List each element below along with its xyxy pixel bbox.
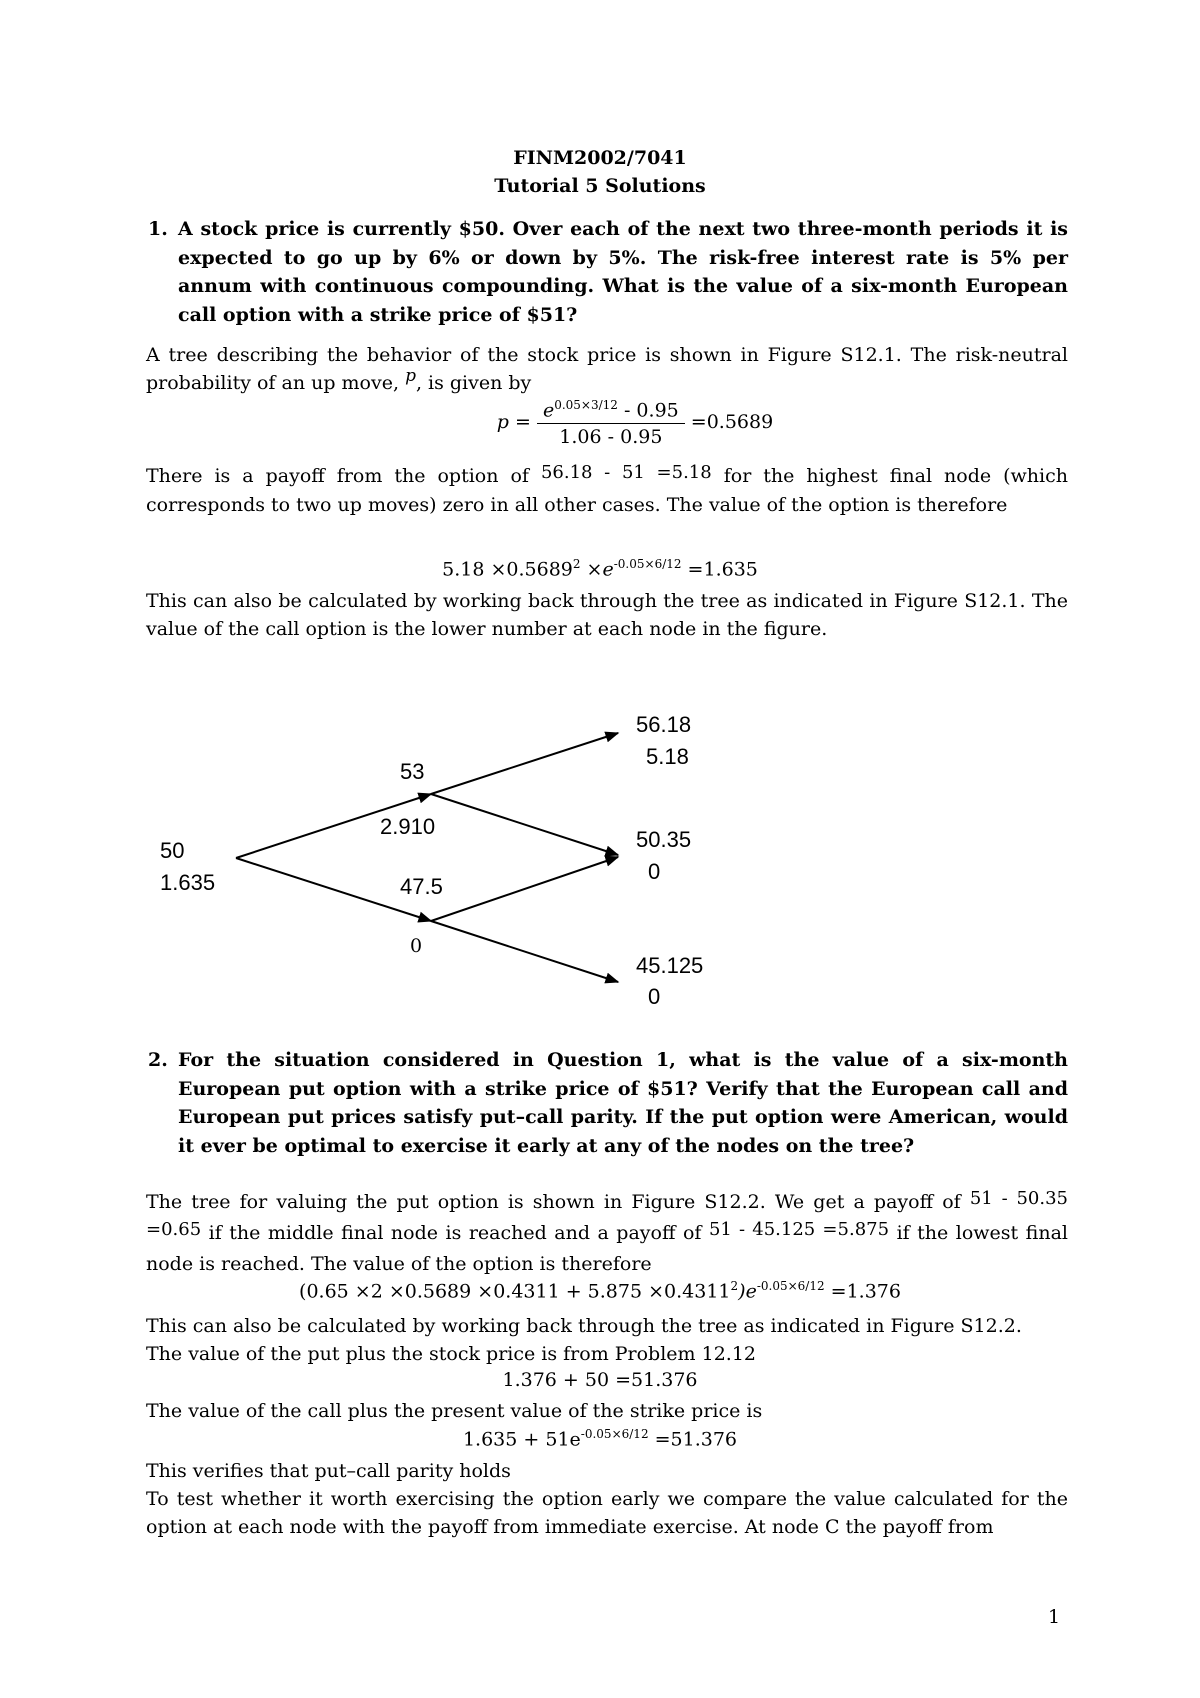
equation-put-value (0, 1279, 1200, 1302)
equation-call-plus-pv-strike (0, 1427, 1200, 1450)
document-title: Tutorial 5 Solutions (494, 175, 706, 197)
put-payoff-middle: 51 - 50.35 =0.65 (146, 1188, 1068, 1240)
branch-up-down (431, 794, 618, 855)
answer-2-paragraph-4: The value of the call plus the present value of the strike price is (146, 1400, 763, 1422)
page-number: 1 (1048, 1606, 1061, 1628)
node-uu-value: 5.18 (646, 744, 689, 769)
branch-down-up (431, 857, 618, 921)
branch-down-down (431, 921, 618, 982)
eq2-part-b: ×e (580, 558, 614, 581)
eq3-part-a: (0.65 ×2 ×0.5689 ×0.4311 + 5.875 ×0.4311 (299, 1280, 731, 1303)
answer-2-paragraph-1 (146, 1187, 1068, 1279)
eq5-exponent: -0.05×6/12 (580, 1427, 649, 1441)
answer-2-paragraph-3: The value of the put plus the stock price is from Problem 12.12 (146, 1343, 756, 1365)
eq1-denominator: 1.06 - 0.95 (559, 426, 663, 449)
put-text-a: The tree for valuing the put option is shown in Figure S12.2. We get a payoff of (146, 1191, 961, 1213)
eq2-result: =1.635 (681, 558, 758, 581)
node-dd-price: 45.125 (636, 953, 704, 978)
eq1-numerator-exponent: 0.05×3/12 (554, 398, 618, 412)
eq3-square: 2 (730, 1279, 739, 1293)
answer-1-text-b: , is given by (415, 372, 532, 394)
equation-put-plus-stock: 1.376 + 50 =51.376 (502, 1369, 698, 1391)
answer-2-paragraph-5: This verifies that put–call parity holds (146, 1460, 511, 1482)
eq2-square: 2 (572, 557, 581, 571)
node-ud-value: 0 (648, 859, 661, 884)
answer-2-paragraph-2: This can also be calculated by working back through the tree as indicated in Figure S12.2. (146, 1315, 1022, 1337)
payoff-text-b: for the highest final node (which corresponds to two up moves) zero in all other cases. The value of the option is therefore (146, 465, 1068, 516)
put-text-c: if the lowest final node is reached. The value of the option is therefore (146, 1222, 1068, 1275)
eq5-result: =51.376 (648, 1428, 738, 1451)
eq2-part-a: 5.18 ×0.5689 (442, 558, 573, 581)
answer-1-text-a: A tree describing the behavior of the stock price is shown in Figure S12.1. The risk-neutral probability of an up move, (146, 344, 1068, 394)
node-root-price: 50 (160, 838, 185, 863)
node-dd-value: 0 (648, 984, 661, 1009)
put-payoff-lowest: 51 - 45.125 =5.875 (708, 1219, 890, 1240)
eq1-numerator-rest: - 0.95 (617, 399, 679, 422)
question-1-number: 1. (148, 218, 168, 240)
eq3-exponent: -0.05×6/12 (756, 1279, 825, 1293)
answer-2-paragraph-6: To test whether it worth exercising the option early we compare the value calculated for the option at each node with the payoff from immediate exercise. At node C the payoff from (146, 1488, 1068, 1538)
question-2-text: For the situation considered in Question 1, what is the value of a six-month European put option with a strike price of $51? Verify that the European call and European put prices satisfy put–call parity. If the put option were American, would it ever be optimal to exercise it early at any of the nodes on the tree? (178, 1049, 1068, 1157)
payoff-equation: 56.18 - 51 =5.18 (540, 462, 712, 483)
node-up-price: 53 (400, 759, 425, 784)
payoff-text-a: There is a payoff from the option of (146, 465, 529, 487)
branch-up-up (431, 733, 618, 794)
question-1-text: A stock price is currently $50. Over each of the next two three-month periods it is expected to go up by 6% or down by 5%. The risk-free interest rate is 5% per annum with continuous compounding. What is the value of a six-month European call option with a strike price of $51? (178, 218, 1068, 326)
eq3-result: =1.376 (824, 1280, 901, 1303)
eq1-result: =0.5689 (690, 411, 774, 434)
question-2-number: 2. (148, 1049, 168, 1071)
put-text-b: if the middle final node is reached and a payoff of (208, 1222, 702, 1244)
eq2-exponent: -0.05×6/12 (613, 557, 682, 571)
node-up-value: 2.910 (380, 814, 436, 839)
node-down-value: 0 (410, 935, 423, 957)
eq1-numerator-base: e (542, 399, 555, 422)
eq1-lhs: p = (496, 411, 531, 434)
course-code: FINM2002/7041 (513, 147, 687, 169)
node-root-value: 1.635 (160, 870, 216, 895)
eq3-part-b: )e (738, 1280, 757, 1303)
node-uu-price: 56.18 (636, 712, 692, 737)
eq5-part-a: 1.635 + 51e (462, 1428, 581, 1451)
node-ud-price: 50.35 (636, 827, 692, 852)
answer-1-paragraph-3: This can also be calculated by working back through the tree as indicated in Figure S12.1. The value of the call option is the lower number at each node in the figure. (146, 590, 1068, 640)
p-symbol: p (405, 366, 416, 386)
node-down-price: 47.5 (400, 874, 443, 899)
